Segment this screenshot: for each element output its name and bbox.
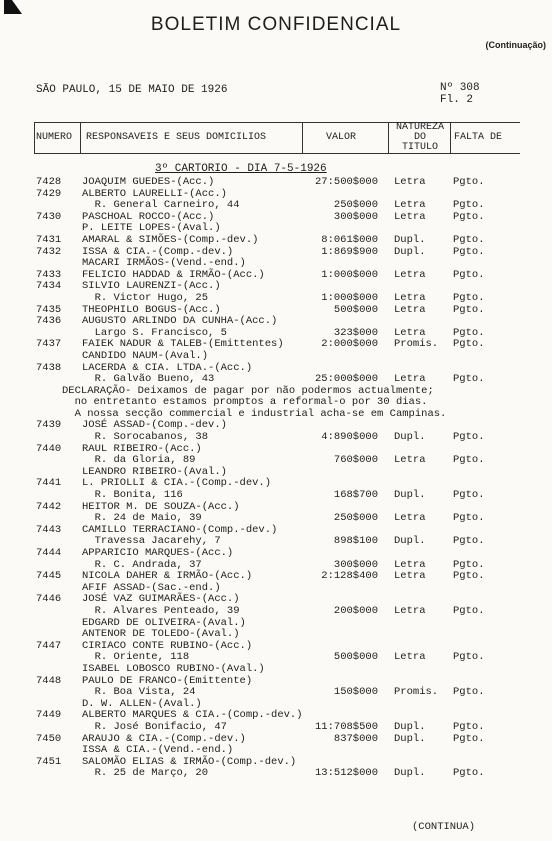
entry-name: D. W. ALLEN-(Aval.) xyxy=(82,697,202,710)
entry-name: R. Victor Hugo, 25 xyxy=(82,291,209,304)
table-row xyxy=(0,768,552,780)
entry-name: R. Bonita, 116 xyxy=(82,489,183,502)
entry-number: 7449 xyxy=(36,709,62,722)
header-natureza: NATUREZA DO TITULO xyxy=(395,122,444,153)
entry-missing: Pgto. xyxy=(453,373,485,386)
entry-nature: Letra xyxy=(394,512,426,525)
document-title: BOLETIM CONFIDENCIAL xyxy=(150,14,402,35)
entry-name: JOAQUIM GUEDES-(Acc.) xyxy=(82,176,215,188)
date-line: SÃO PAULO, 15 DE MAIO DE 1926 xyxy=(36,84,228,96)
table-row xyxy=(0,548,552,560)
entry-missing: Pgto. xyxy=(453,454,485,467)
entry-name: THEOPHILO BOGUS-(Acc.) xyxy=(82,303,221,316)
table-header xyxy=(34,122,520,154)
entry-number: 7438 xyxy=(36,361,62,374)
entry-name: ALBERTO LAURELLI-(Acc.) xyxy=(82,187,227,200)
entry-name: R. José Bonifacio, 47 xyxy=(82,720,227,733)
entry-number: 7448 xyxy=(36,674,62,687)
entry-number: 7430 xyxy=(36,210,62,223)
entry-missing: Pgto. xyxy=(453,199,485,212)
entry-number: 7428 xyxy=(36,176,62,188)
entry-nature: Letra xyxy=(394,268,426,281)
entry-name: EDGARD DE OLIVEIRA-(Aval.) xyxy=(82,616,246,629)
entry-nature: Dupl. xyxy=(394,535,426,548)
entry-nature: Letra xyxy=(394,570,426,583)
entry-missing: Pgto. xyxy=(453,686,485,699)
entry-nature: Letra xyxy=(394,199,426,212)
entry-name: AFIF ASSAD-(Sac.-end.) xyxy=(82,581,221,594)
entry-missing: Pgto. xyxy=(453,233,485,246)
entry-name: CAMILLO TERRACIANO-(Comp.-dev.) xyxy=(82,523,278,536)
entry-missing: Pgto. xyxy=(453,767,485,780)
entry-nature: Letra xyxy=(394,176,426,188)
entry-name: ARAUJO & CIA.-(Comp.-dev.) xyxy=(82,732,246,745)
entry-number: 7442 xyxy=(36,500,62,513)
entry-number: 7440 xyxy=(36,442,62,455)
entry-missing: Pgto. xyxy=(453,489,485,502)
entry-name: R. Boa Vista, 24 xyxy=(82,686,196,699)
table-row xyxy=(0,351,552,363)
entry-name: PASCHOAL ROCCO-(Acc.) xyxy=(82,210,215,223)
entry-missing: Pgto. xyxy=(453,268,485,281)
entry-missing: Pgto. xyxy=(453,176,485,188)
entry-name: ALBERTO MARQUES & CIA.-(Comp.-dev.) xyxy=(82,709,303,722)
continuation-label: (Continuação) xyxy=(485,40,546,50)
entry-value: 323$000 xyxy=(333,326,378,339)
entry-name: ANTENOR DE TOLEDO-(Aval.) xyxy=(82,628,240,641)
entry-name: PAULO DE FRANCO-(Emittente) xyxy=(82,674,253,687)
entry-nature: Dupl. xyxy=(394,245,426,258)
table-row xyxy=(0,606,552,618)
entry-number: 7433 xyxy=(36,268,62,281)
entry-nature: Letra xyxy=(394,651,426,664)
entry-missing: Pgto. xyxy=(453,651,485,664)
entry-name: Largo S. Francisco, 5 xyxy=(82,326,227,339)
entry-name: R. 25 de Março, 20 xyxy=(82,767,209,780)
entry-missing: Pgto. xyxy=(453,291,485,304)
entry-value: 1:869$900 xyxy=(321,245,378,258)
entry-name: HEITOR M. DE SOUZA-(Acc.) xyxy=(82,500,240,513)
entry-nature: Dupl. xyxy=(394,732,426,745)
entry-number: 7446 xyxy=(36,593,62,606)
entry-name: Travessa Jacarehy, 7 xyxy=(82,535,221,548)
entry-missing: Pgto. xyxy=(453,570,485,583)
bulletin-number-value: Nº 308 xyxy=(440,82,480,94)
entry-name: LACERDA & CIA. LTDA.-(Acc.) xyxy=(82,361,253,374)
entry-name: AMARAL & SIMÕES-(Comp.-dev.) xyxy=(82,233,259,246)
entry-missing: Pgto. xyxy=(453,720,485,733)
entry-value: 13:512$000 xyxy=(314,767,378,780)
table-row xyxy=(0,235,552,247)
header-falta: FALTA DE xyxy=(454,132,503,143)
table-row xyxy=(0,374,552,386)
entry-value: 11:708$500 xyxy=(314,720,378,733)
entry-value: 898$100 xyxy=(333,535,378,548)
entry-name: L. PRIOLLI & CIA.-(Comp.-dev.) xyxy=(82,477,272,490)
entry-value: 27:500$000 xyxy=(314,176,378,188)
entry-name: LEANDRO RIBEIRO-(Aval.) xyxy=(82,465,227,478)
corner-mark xyxy=(4,0,22,14)
entry-name: ISSA & CIA.-(Comp.-dev.) xyxy=(82,245,234,258)
section-title: 3º CARTORIO - DIA 7-5-1926 xyxy=(155,163,327,175)
entry-name: CIRIACO CONTE RUBINO-(Acc.) xyxy=(82,639,253,652)
entry-name: MACARI IRMÃOS-(Vend.-end.) xyxy=(82,257,246,270)
entry-number: 7429 xyxy=(36,187,62,200)
entries-list xyxy=(0,177,552,780)
entry-number: 7436 xyxy=(36,315,62,328)
entry-name: R. Oriente, 118 xyxy=(82,651,190,664)
entry-name: JOSÉ ASSAD-(Comp.-dev.) xyxy=(82,419,227,432)
entry-number: 7443 xyxy=(36,523,62,536)
entry-missing: Pgto. xyxy=(453,732,485,745)
entry-nature: Letra xyxy=(394,373,426,386)
entry-value: 150$000 xyxy=(333,686,378,699)
entry-missing: Pgto. xyxy=(453,210,485,223)
entry-name: R. C. Andrada, 37 xyxy=(82,558,202,571)
entry-value: 4:890$000 xyxy=(321,431,378,444)
header-numero: NUMERO xyxy=(36,132,73,143)
entry-number: 7444 xyxy=(36,547,62,559)
entry-number: 7450 xyxy=(36,732,62,745)
entry-value: 300$000 xyxy=(333,558,378,571)
entry-number: 7447 xyxy=(36,639,62,652)
entry-missing: Pgto. xyxy=(453,326,485,339)
entry-nature: Letra xyxy=(394,291,426,304)
entry-name: R. Alvares Penteado, 39 xyxy=(82,604,240,617)
entry-number: 7439 xyxy=(36,419,62,432)
entry-value: 500$000 xyxy=(333,303,378,316)
entry-name: DECLARAÇÃO- Deixamos de pagar por não podermos actualmente; xyxy=(62,384,434,397)
entry-name: SALOMÃO ELIAS & IRMÃO-(Comp.-dev.) xyxy=(82,755,297,768)
entry-name: FAIEK NADUR & TALEB-(Emittentes) xyxy=(82,338,284,351)
entry-name: P. LEITE LOPES-(Aval.) xyxy=(82,222,221,235)
entry-missing: Pgto. xyxy=(453,535,485,548)
entry-value: 2:128$400 xyxy=(321,570,378,583)
table-row xyxy=(0,687,552,699)
entry-missing: Pgto. xyxy=(453,431,485,444)
entry-nature: Letra xyxy=(394,454,426,467)
entry-missing: Pgto. xyxy=(453,512,485,525)
table-row xyxy=(0,745,552,757)
entry-nature: Promis. xyxy=(394,686,439,699)
entry-number: 7437 xyxy=(36,338,62,351)
entry-nature: Promis. xyxy=(394,338,439,351)
table-row xyxy=(0,293,552,305)
entry-nature: Dupl. xyxy=(394,720,426,733)
entry-name: JOSÉ VAZ GUIMARÃES-(Acc.) xyxy=(82,593,240,606)
entry-number: 7435 xyxy=(36,303,62,316)
entry-name: AUGUSTO ARLINDO DA CUNHA-(Acc.) xyxy=(82,315,278,328)
entry-value: 760$000 xyxy=(333,454,378,467)
entry-name: ISSA & CIA.-(Vend.-end.) xyxy=(82,744,234,757)
entry-missing: Pgto. xyxy=(453,338,485,351)
entry-name: no entretanto estamos promptos a reformal-o por 30 dias. xyxy=(62,396,428,409)
table-row xyxy=(0,432,552,444)
entry-value: 168$700 xyxy=(333,489,378,502)
header-valor: VALOR xyxy=(326,132,357,143)
entry-nature: Letra xyxy=(394,303,426,316)
table-row xyxy=(0,490,552,502)
entry-nature: Dupl. xyxy=(394,431,426,444)
table-row xyxy=(0,722,552,734)
entry-name: R. 24 de Maio, 39 xyxy=(82,512,202,525)
entry-number: 7432 xyxy=(36,245,62,258)
entry-name: CANDIDO NAUM-(Aval.) xyxy=(82,349,209,362)
entry-nature: Letra xyxy=(394,604,426,617)
entry-name: APPARICIO MARQUES-(Acc.) xyxy=(82,547,234,559)
sheet-number: Fl. 2 xyxy=(440,94,474,106)
table-row xyxy=(0,629,552,641)
entry-name: R. Sorocabanos, 38 xyxy=(82,431,209,444)
entry-value: 300$000 xyxy=(333,210,378,223)
entry-number: 7434 xyxy=(36,280,62,293)
entry-name: RAUL RIBEIRO-(Acc.) xyxy=(82,442,202,455)
entry-missing: Pgto. xyxy=(453,245,485,258)
entry-value: 250$000 xyxy=(333,512,378,525)
entry-number: 7445 xyxy=(36,570,62,583)
entry-value: 500$000 xyxy=(333,651,378,664)
table-row xyxy=(0,258,552,270)
entry-nature: Dupl. xyxy=(394,767,426,780)
entry-missing: Pgto. xyxy=(453,604,485,617)
entry-missing: Pgto. xyxy=(453,558,485,571)
entry-value: 250$000 xyxy=(333,199,378,212)
entry-name: SILVIO LAURENZI-(Acc.) xyxy=(82,280,221,293)
bulletin-number xyxy=(440,82,480,106)
entry-missing: Pgto. xyxy=(453,303,485,316)
entry-value: 1:000$000 xyxy=(321,291,378,304)
entry-value: 2:000$000 xyxy=(321,338,378,351)
entry-name: R. General Carneiro, 44 xyxy=(82,199,240,212)
entry-name: ISABEL LOBOSCO RUBINO-(Aval.) xyxy=(82,662,265,675)
entry-name: R. da Gloria, 89 xyxy=(82,454,196,467)
entry-name: NICOLA DAHER & IRMÃO-(Acc.) xyxy=(82,570,253,583)
entry-value: 8:061$000 xyxy=(321,233,378,246)
entry-value: 25:000$000 xyxy=(314,373,378,386)
entry-value: 200$000 xyxy=(333,604,378,617)
entry-nature: Dupl. xyxy=(394,489,426,502)
entry-number: 7431 xyxy=(36,233,62,246)
entry-nature: Letra xyxy=(394,210,426,223)
table-row xyxy=(0,664,552,676)
table-row xyxy=(0,316,552,328)
entry-nature: Dupl. xyxy=(394,233,426,246)
entry-name: A nossa secção commercial e industrial acha-se em Campinas. xyxy=(62,407,447,420)
entry-name: R. Galvão Bueno, 43 xyxy=(82,373,215,386)
entry-number: 7451 xyxy=(36,755,62,768)
entry-number: 7441 xyxy=(36,477,62,490)
header-responsaveis: RESPONSAVEIS E SEUS DOMICILIOS xyxy=(86,132,267,143)
entry-name: FELICIO HADDAD & IRMÃO-(Acc.) xyxy=(82,268,265,281)
entry-value: 837$000 xyxy=(333,732,378,745)
table-row xyxy=(0,177,552,189)
entry-nature: Letra xyxy=(394,558,426,571)
entry-value: 1:000$000 xyxy=(321,268,378,281)
entry-nature: Letra xyxy=(394,326,426,339)
continues-label: (CONTINUA) xyxy=(412,821,476,833)
